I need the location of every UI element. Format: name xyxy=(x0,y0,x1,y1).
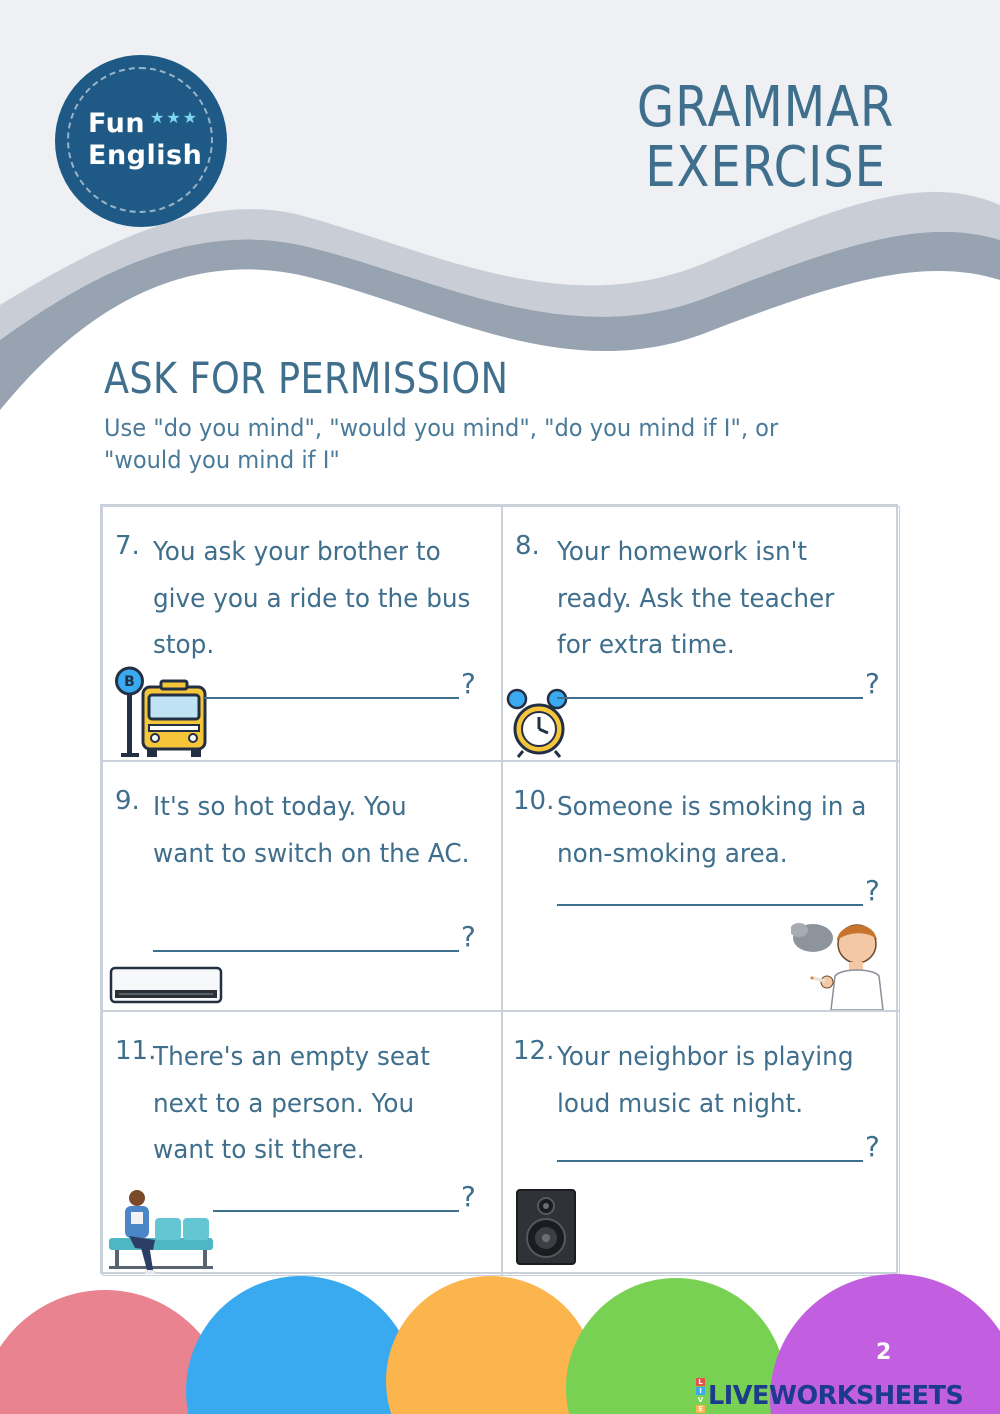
instructions: Use "do you mind", "would you mind", "do you mind if I", or "would you mind if I" xyxy=(104,414,779,474)
brand-mark-letter: V xyxy=(697,1396,704,1404)
question-number: 10. xyxy=(513,786,555,816)
question-cell-8 xyxy=(502,506,900,761)
question-text: It's so hot today. You want to switch on the AC. xyxy=(153,792,470,869)
question-text: There's an empty seat next to a person. You want to sit there. xyxy=(153,1042,430,1165)
question-cell-12 xyxy=(502,1011,900,1276)
fun-english-logo xyxy=(58,58,224,224)
liveworksheets-brand xyxy=(696,1378,969,1413)
brand-wordmark: LIVEWORKSHEETS xyxy=(708,1380,964,1411)
speaker-icon xyxy=(515,1188,577,1266)
answer-blank[interactable] xyxy=(153,922,476,952)
title-line-2: EXERCISE xyxy=(645,135,886,200)
question-cell-7 xyxy=(102,506,502,761)
liveworksheets-logo-icon xyxy=(696,1378,705,1413)
answer-question-mark: ? xyxy=(461,667,476,700)
answer-blank[interactable] xyxy=(557,876,880,906)
page-title xyxy=(636,75,894,200)
answer-blank[interactable] xyxy=(213,1182,476,1212)
bus-stop-icon xyxy=(113,665,213,759)
question-text: Your neighbor is playing loud music at night. xyxy=(557,1042,854,1119)
person-on-bench-icon xyxy=(107,1188,215,1276)
question-cell-11 xyxy=(102,1011,502,1276)
brand-mark-letter: L xyxy=(696,1378,705,1386)
answer-question-mark: ? xyxy=(865,1130,880,1163)
answer-question-mark: ? xyxy=(461,1180,476,1213)
question-text: You ask your brother to give you a ride to the bus stop. xyxy=(153,537,471,660)
brand-mark-letter: I xyxy=(696,1387,705,1395)
logo-text-fun: Fun xyxy=(88,108,146,139)
questions-grid xyxy=(100,504,898,1274)
question-cell-10 xyxy=(502,761,900,1011)
question-text: Your homework isn't ready. Ask the teacher for extra time. xyxy=(557,537,835,660)
question-number: 9. xyxy=(115,786,140,816)
logo-text-english: English xyxy=(88,140,203,171)
answer-blank[interactable] xyxy=(203,669,476,699)
air-conditioner-icon xyxy=(109,966,223,1006)
page-number: 2 xyxy=(876,1340,892,1365)
title-line-1: GRAMMAR xyxy=(636,75,894,140)
answer-question-mark: ? xyxy=(865,874,880,907)
answer-question-mark: ? xyxy=(865,667,880,700)
question-text: Someone is smoking in a non-smoking area. xyxy=(557,792,867,869)
section-title: ASK FOR PERMISSION xyxy=(104,354,509,404)
answer-blank[interactable] xyxy=(557,669,880,699)
answer-question-mark: ? xyxy=(461,920,476,953)
answer-blank[interactable] xyxy=(557,1132,880,1162)
question-number: 8. xyxy=(515,531,540,561)
brand-mark-letter: E xyxy=(696,1405,705,1413)
star-icon: ★★★ xyxy=(150,108,200,127)
orange-bubble xyxy=(386,1276,596,1414)
question-number: 11. xyxy=(115,1036,157,1066)
svg-text:B: B xyxy=(124,674,135,690)
question-number: 7. xyxy=(115,531,140,561)
question-cell-9 xyxy=(102,761,502,1011)
question-number: 12. xyxy=(513,1036,555,1066)
smoking-man-icon xyxy=(791,910,891,1010)
blue-bubble xyxy=(186,1276,416,1414)
